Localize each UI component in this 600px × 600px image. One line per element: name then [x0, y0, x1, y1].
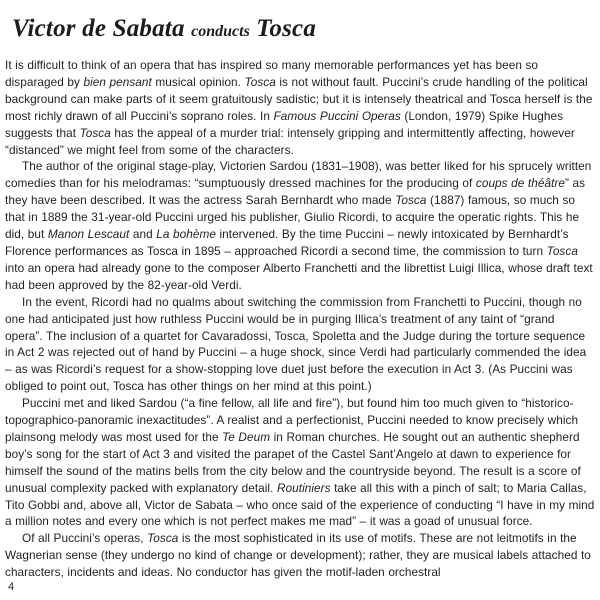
page-title — [5, 14, 595, 47]
text-run: into an opera had already gone to the composer Alberto Franchetti and the librettist Luigi Illica, whose draft text had been approved by the 82-year-old Verdi. — [5, 260, 593, 292]
italic-text: coups de théâtre — [475, 176, 565, 191]
italic-text: Te Deum — [222, 429, 271, 444]
text-run: ” as they have been described. It was the actress Sarah Bernhardt who made — [5, 176, 586, 208]
text-run: (1887) famous, so much so that in 1889 the 31-year-old Puccini urged his publisher, Giulio Ricordi, to acquire the operatic rights. This he did, but — [5, 193, 580, 242]
title-opera: Tosca — [256, 15, 317, 42]
italic-text: Tosca — [79, 125, 111, 140]
text-run: It is difficult to think of an opera that has inspired so many memorable performances yet has been so disparaged by — [5, 58, 539, 89]
text-run: intervened. By the time Puccini – newly intoxicated by Bernhardt’s Florence performances as Tosca in 1895 – approached Ricordi a second time, the commission to turn — [5, 227, 569, 258]
text-run: in Roman churches. He sought out an authentic shepherd boy’s song for the start of Act 3 and visited the parapet of the Castel Sant’Angelo at dawn to experience for himself the sound of the matins bells from the city below and the countryside beyond. The result is a score of unusual complexity packed with explanatory detail. — [5, 429, 581, 495]
italic-text: bien pensant — [83, 74, 152, 89]
italic-text: Famous Puccini Operas — [273, 108, 401, 123]
page-number: 4 — [8, 581, 15, 593]
article-body — [5, 57, 595, 581]
text-run: has the appeal of a murder trial: intensely gripping and intermittently affecting, however “distanced” we might feel from some of the characters. — [5, 125, 575, 157]
text-run: Puccini met and liked Sardou (“a fine fellow, all life and fire”), but found him too much given to “historico-topographico-panoramic inexactitudes”. A realist and a perfectionist, Puccini needed to know precisely which plainsong melody was most used for the — [5, 396, 579, 444]
text-run: Of all Puccini’s operas, — [22, 531, 148, 546]
paragraph-2 — [5, 158, 595, 293]
paragraph-5 — [5, 530, 595, 581]
italic-text: La bohème — [156, 227, 216, 242]
italic-text: Routiniers — [276, 480, 331, 495]
title-conducts: conducts — [191, 23, 250, 40]
paragraph-4 — [5, 395, 595, 530]
text-run: (London, 1979) Spike Hughes suggests that — [5, 108, 564, 140]
text-run: The author of the original stage-play, Victorien Sardou (1831–1908), was better liked for his sprucely written comedies than for his melodramas: “sumptuously dressed machines for the producing of — [5, 159, 592, 191]
italic-text: Manon Lescaut — [47, 227, 130, 242]
text-run: take all this with a pinch of salt; to Maria Callas, Tito Gobbi and, above all, Victor de Sabata – who once said of the experience of conducting “I have in my mind a million notes and every one which is not perfect makes me mad” – it was a goad of unusual force. — [5, 480, 595, 529]
text-run: is not without fault. Puccini’s crude handling of the political background can make parts of it seem gratuitously sadistic; but it is intensely theatrical and Tosca herself is the most richly drawn of all Puccini’s soprano roles. In — [5, 74, 593, 123]
booklet-page — [5, 14, 595, 581]
paragraph-3 — [5, 294, 595, 395]
italic-text: Tosca — [244, 74, 276, 89]
italic-text: Tosca — [546, 243, 578, 258]
text-run: and — [129, 227, 157, 242]
text-run: is the most sophisticated in its use of motifs. These are not leitmotifs in the Wagnerian sense (they undergo no kind of change or development); rather, they are musical labels attached to characters, incidents and ideas. No conductor has given the motif-laden orchestral — [5, 531, 591, 580]
title-conductor: Victor de Sabata — [12, 15, 185, 42]
paragraph-1 — [5, 57, 595, 158]
text-run: In the event, Ricordi had no qualms about switching the commission from Franchetti to Puccini, though no one had anticipated just how ruthless Puccini would be in purging Illica’s treatment of any taint of “grand opera”. The inclusion of a quartet for Cavaradossi, Tosca, Spoletta and the Judge during the torture sequence in Act 2 was rejected out of hand by Puccini – a huge shock, since Verdi had particularly commended the idea – as was Ricordi’s request for a show-stopping love duet just before the execution in Act 3. (As Puccini was obliged to point out, Tosca has other things on her mind at this point.) — [5, 294, 587, 394]
italic-text: Tosca — [395, 193, 427, 208]
text-run: musical opinion. — [151, 74, 245, 89]
italic-text: Tosca — [147, 531, 179, 546]
